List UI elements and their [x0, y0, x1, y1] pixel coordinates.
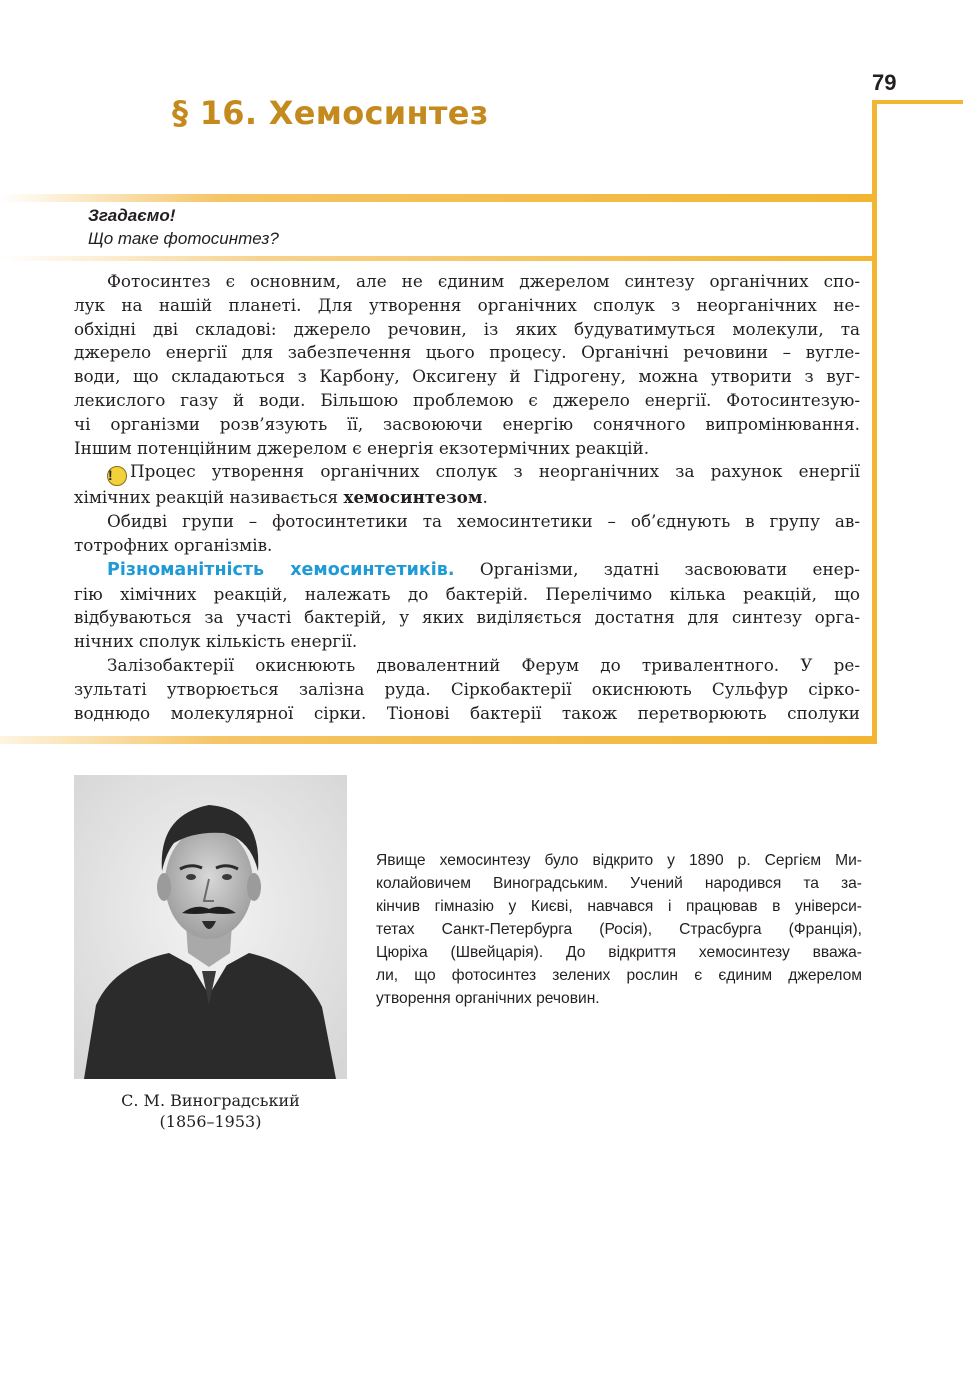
text-line: чі організми розв’язують її, засвоюючи енергію сонячного випромінювання. — [74, 413, 860, 434]
body-text — [74, 270, 860, 725]
text-span: Організми, здатні засвоювати енер- — [454, 558, 860, 579]
section-title: § 16. Хемосинтез — [172, 94, 489, 132]
paragraph-2-definition — [74, 460, 860, 510]
recall-question: Що таке фотосинтез? — [88, 229, 279, 248]
top-rule — [0, 194, 877, 202]
caption-name: С. М. Виноградський — [121, 1091, 300, 1110]
text-line — [74, 558, 860, 583]
text-line: Іншим потенційним джерелом є енергія екзотермічних реакцій. — [74, 437, 650, 458]
text-line: гію хімічних реакцій, належать до бактерій. Перелічимо кілька реакцій, що — [74, 583, 860, 604]
note-line: утворення органічних речовин. — [376, 990, 600, 1007]
text-span: Процес утворення органічних сполук з неорганічних за рахунок енергії — [130, 461, 860, 482]
paragraph-3 — [74, 510, 860, 558]
text-line: лекислого газу й води. Більшою проблемою є джерело енергії. Фотосинтезую- — [74, 389, 860, 410]
note-line: ли, що фотосинтез зелених рослин є єдиним джерелом — [376, 967, 862, 984]
text-line: Обидві групи – фотосинтетики та хемосинтетики – об’єднують в групу ав- — [107, 511, 860, 532]
text-line: нічних сполук кількість енергії. — [74, 631, 358, 652]
paragraph-1 — [74, 270, 860, 460]
caption-years: (1856–1953) — [159, 1112, 262, 1131]
text-line: води, що складаються з Карбону, Оксигену й Гідрогену, можна утворити з вуг- — [74, 366, 860, 387]
portrait-caption — [74, 1090, 347, 1132]
mid-rule — [0, 256, 877, 261]
paragraph-4 — [74, 558, 860, 654]
term-chemosynthesis: хемосинтезом — [343, 487, 483, 508]
subheading-diversity: Різноманітність хемосинтетиків. — [107, 559, 455, 580]
text-line: обхідні дві складові: джерело речовин, із яких будуватимуться молекули, та — [74, 318, 860, 339]
portrait-photo — [74, 775, 347, 1079]
page-number: 79 — [872, 70, 897, 95]
side-note — [376, 849, 862, 1010]
text-line: лук на нашій планеті. Для утворення органічних сполук з неорганічних не- — [74, 294, 860, 315]
text-line: джерело енергії для забезпечення цього процесу. Органічні речовини – вугле- — [74, 342, 860, 363]
note-line: кінчив гімназію у Києві, навчався і працював в універси- — [376, 898, 862, 915]
text-line: воднюдо молекулярної сірки. Тіонові бактерії також перетворюють сполуки — [74, 702, 860, 723]
text-span: хімічних реакцій називається — [74, 487, 344, 508]
text-line: тотрофних організмів. — [74, 534, 273, 555]
portrait-illustration — [74, 775, 347, 1079]
recall-heading: Згадаємо! — [88, 206, 176, 225]
bottom-rule — [0, 736, 877, 744]
text-span: . — [482, 487, 488, 508]
note-line: колайовичем Виноградським. Учений народився та за- — [376, 875, 862, 892]
text-line — [74, 486, 860, 510]
text-line: Фотосинтез є основним, але не єдиним джерелом синтезу органічних спо- — [107, 271, 860, 291]
paragraph-5 — [74, 654, 860, 725]
text-line — [74, 460, 860, 486]
note-line: тетах Санкт-Петербурга (Росія), Страсбурга (Франція), — [376, 921, 862, 938]
exclamation-icon: ! — [107, 466, 127, 486]
text-line: зультаті утворюється залізна руда. Сіркобактерії окиснюють Сульфур сірко- — [74, 678, 860, 699]
text-line: відбуваються за участі бактерій, у яких виділяється достатня для синтезу орга- — [74, 607, 860, 628]
text-line: Залізобактерії окиснюють двовалентний Ферум до тривалентного. У ре- — [107, 654, 860, 675]
note-line: Цюріха (Швейцарія). До відкриття хемосинтезу вважа- — [376, 944, 862, 961]
note-line: Явище хемосинтезу було відкрито у 1890 р. Сергієм Ми- — [376, 852, 862, 869]
accent-top-bar — [872, 100, 963, 104]
